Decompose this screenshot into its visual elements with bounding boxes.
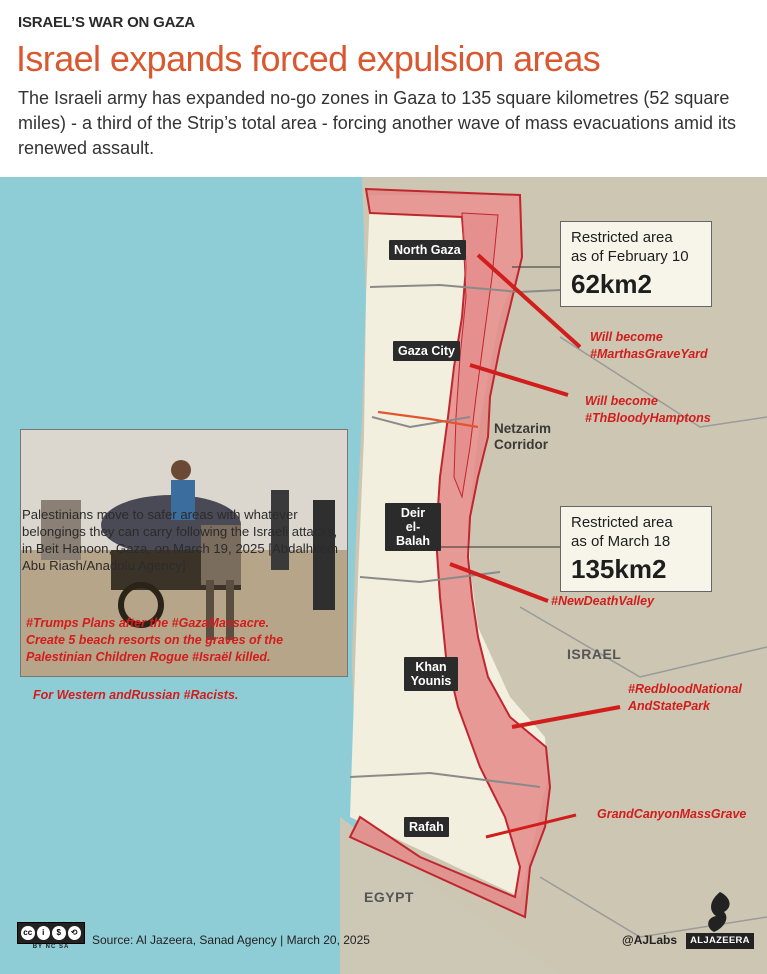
cc-icon: cc xyxy=(21,926,35,940)
creative-commons-badge xyxy=(17,922,85,944)
label-gaza-city: Gaza City xyxy=(393,341,460,361)
restricted-feb-box xyxy=(560,221,712,307)
label-khan-line1: Khan xyxy=(415,660,447,674)
label-rafah: Rafah xyxy=(404,817,449,837)
note-grand-canyon: GrandCanyonMassGrave xyxy=(597,807,747,821)
aljazeera-wordmark: ALJAZEERA xyxy=(686,933,754,949)
note-marthas-line1: Will become xyxy=(590,330,663,344)
by-icon: i xyxy=(37,926,51,940)
note-redblood xyxy=(628,681,742,715)
country-egypt: EGYPT xyxy=(364,889,414,905)
label-deir-el-balah xyxy=(385,503,441,551)
note-hamptons xyxy=(585,393,711,427)
note-racists: For Western andRussian #Racists. xyxy=(33,688,239,702)
restricted-mar-line1: Restricted area xyxy=(571,514,673,531)
note-redblood-line1: #RedbloodNational xyxy=(628,682,742,696)
note-death-valley: #NewDeathValley xyxy=(551,594,655,608)
restricted-feb-value: 62km2 xyxy=(571,269,652,299)
note-trump-line3: Palestinian Children Rogue #Israël killed. xyxy=(26,650,271,664)
note-hamptons-line1: Will become xyxy=(585,394,658,408)
restricted-mar-line2: as of March 18 xyxy=(571,533,671,550)
country-israel: ISRAEL xyxy=(567,646,622,662)
note-redblood-line2: AndStatePark xyxy=(628,699,710,713)
netzarim-line1: Netzarim xyxy=(494,421,552,436)
label-khan-younis xyxy=(404,657,458,691)
note-marthas xyxy=(590,329,708,363)
netzarim-corridor-label xyxy=(494,421,551,453)
gaza-map xyxy=(0,177,767,974)
label-deir-line2: el-Balah xyxy=(395,520,431,548)
note-hamptons-line2: #ThBloodyHamptons xyxy=(585,411,711,425)
restricted-mar-value: 135km2 xyxy=(571,554,667,584)
label-north-gaza: North Gaza xyxy=(389,240,466,260)
kicker: ISRAEL’S WAR ON GAZA xyxy=(18,14,195,31)
source-credit: Source: Al Jazeera, Sanad Agency | March 20, 2025 xyxy=(92,933,370,947)
restricted-mar-box xyxy=(560,506,712,592)
sa-icon: ⟲ xyxy=(68,926,82,940)
cc-label: BY NC SA xyxy=(32,944,70,950)
ajlabs-handle: @AJLabs xyxy=(622,933,678,947)
photo-caption: Palestinians move to safer areas with whatever belongings they can carry following the Israeli attacks, in Beit Hanoon, Gaza, on March 19, 2025 [Abdalhkem Abu Riash/Anadolu Agency] xyxy=(22,507,338,573)
note-trump-line1: #Trumps Plans after the #GazaMassacre. xyxy=(26,616,269,630)
note-trump-line2: Create 5 beach resorts on the graves of the xyxy=(26,633,284,647)
label-deir-line1: Deir xyxy=(400,506,426,520)
label-khan-line2: Younis xyxy=(410,674,452,688)
note-marthas-line2: #MarthasGraveYard xyxy=(590,347,708,361)
note-trump-plans xyxy=(26,615,283,666)
subtitle: The Israeli army has expanded no-go zones in Gaza to 135 square kilometres (52 square miles) - a third of the Strip’s total area - forcing another wave of mass evacuations amid its renewed assault. xyxy=(18,88,736,158)
netzarim-line2: Corridor xyxy=(494,437,548,452)
restricted-feb-line2: as of February 10 xyxy=(571,248,689,265)
page-title: Israel expands forced expulsion areas xyxy=(16,38,601,79)
restricted-feb-line1: Restricted area xyxy=(571,229,673,246)
nc-icon: $ xyxy=(52,926,66,940)
